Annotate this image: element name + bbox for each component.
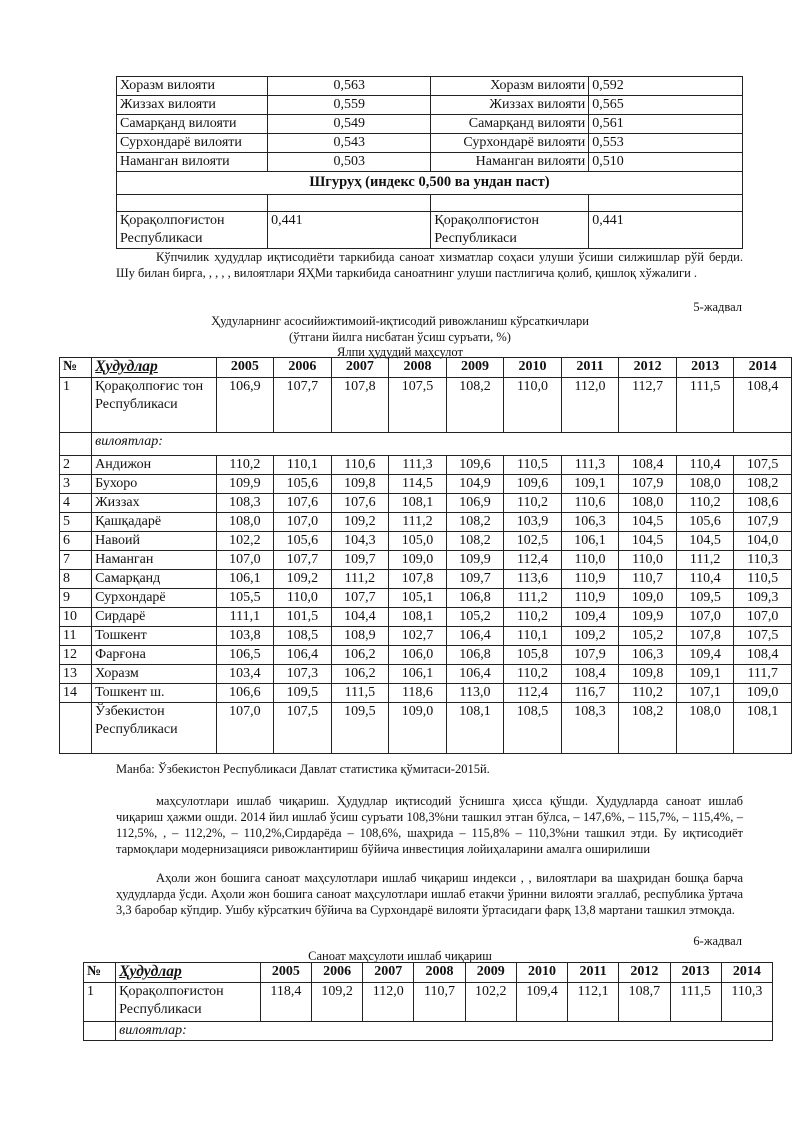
value-cell: 109,4 (516, 983, 567, 1022)
row-number-cell: 3 (60, 475, 92, 494)
value-cell: 105,0 (389, 532, 447, 551)
top-index-table (116, 76, 743, 249)
value-cell: 107,7 (274, 551, 332, 570)
value-cell: 112,0 (363, 983, 414, 1022)
table-row (117, 153, 743, 172)
subheader-row (60, 433, 792, 456)
value-cell: 102,7 (389, 627, 447, 646)
value-cell: 105,1 (389, 589, 447, 608)
paragraph-industrial-output: маҳсулотлари ишлаб чиқариш. Ҳудудлар иқтисодий ўснишга ҳисса қўшди. Ҳудудларда саноат ишлаб чиқариш ҳажми ошди. 2014 йил ишлаб ўсиш суръати 108,3%ни ташкил этган бўлса, – 147,6%, – 115,7%, – 115,4%, – 112,5%, , – 112,2%, – 110,2%,Сирдарёда – 108,6%, шаҳрида – 115,8% – 110,3%ни ташкил этди. Бу иқтисодиёт тармоқлари модернизацияси ривожлантириш бўйича инвестиция лойиҳаларини амалга оширилиши (116, 794, 743, 856)
table6-caption: Саноат маҳсулоти ишлаб чиқариш (308, 949, 492, 963)
value-cell: 104,5 (619, 513, 677, 532)
column-header-year: 2007 (363, 963, 414, 983)
value-cell: 108,2 (446, 532, 504, 551)
table-row (60, 494, 792, 513)
value-cell: 110,3 (734, 551, 792, 570)
value-cell: 110,2 (504, 665, 562, 684)
value-cell: 108,1 (446, 703, 504, 754)
region-name-cell: Жиззах (92, 494, 216, 513)
row-number-cell: 1 (60, 378, 92, 433)
index-value-cell: 0,441 (268, 212, 431, 249)
value-cell: 109,1 (561, 475, 619, 494)
row-number-cell: 10 (60, 608, 92, 627)
table-row (117, 77, 743, 96)
value-cell: 111,5 (331, 684, 389, 703)
row-number-cell: 13 (60, 665, 92, 684)
value-cell: 108,2 (446, 513, 504, 532)
value-cell: 111,3 (389, 456, 447, 475)
row-number-cell: 2 (60, 456, 92, 475)
value-cell: 107,6 (274, 494, 332, 513)
value-cell: 109,8 (331, 475, 389, 494)
value-cell: 107,7 (331, 589, 389, 608)
row-number-cell: 5 (60, 513, 92, 532)
value-cell: 102,5 (504, 532, 562, 551)
value-cell: 107,9 (561, 646, 619, 665)
value-cell: 108,5 (504, 703, 562, 754)
value-cell: 110,9 (561, 589, 619, 608)
value-cell: 107,7 (274, 378, 332, 433)
value-cell: 107,0 (734, 608, 792, 627)
table-row (60, 665, 792, 684)
value-cell: 110,0 (619, 551, 677, 570)
table6-body (84, 983, 773, 1041)
value-cell: 104,5 (619, 532, 677, 551)
index-value-cell: 0,503 (268, 153, 431, 172)
region-name-cell: Қорақолпоғистон Республикаси (431, 212, 589, 249)
value-cell: 107,9 (619, 475, 677, 494)
value-cell: 107,8 (389, 570, 447, 589)
index-value-cell: 0,559 (268, 96, 431, 115)
value-cell: 105,2 (446, 608, 504, 627)
column-header-year: 2008 (414, 963, 465, 983)
value-cell: 109,9 (216, 475, 274, 494)
column-header-year: 2013 (676, 358, 734, 378)
region-name-cell: Қорақолпоғистон Республикаси (117, 212, 268, 249)
region-name-cell: Сирдарё (92, 608, 216, 627)
value-cell: 105,8 (504, 646, 562, 665)
row-number-cell: 12 (60, 646, 92, 665)
table-row (60, 378, 792, 433)
value-cell: 108,5 (274, 627, 332, 646)
value-cell: 108,0 (216, 513, 274, 532)
column-header-year: 2010 (504, 358, 562, 378)
column-header-year: 2009 (465, 963, 516, 983)
value-cell: 105,5 (216, 589, 274, 608)
row-number-cell: 9 (60, 589, 92, 608)
table-row (117, 96, 743, 115)
table-row (60, 570, 792, 589)
row-number-cell: 8 (60, 570, 92, 589)
source-note: Манба: Ўзбекистон Республикаси Давлат статистика қўмитаси-2015й. (116, 762, 490, 776)
table-row (60, 513, 792, 532)
value-cell: 108,2 (619, 703, 677, 754)
region-name-cell: Қашқадарё (92, 513, 216, 532)
value-cell: 106,2 (331, 646, 389, 665)
row-number-cell (60, 703, 92, 754)
value-cell: 108,0 (676, 703, 734, 754)
region-name-cell: Жиззах вилояти (117, 96, 268, 115)
value-cell: 102,2 (216, 532, 274, 551)
value-cell: 110,2 (504, 608, 562, 627)
empty-cell (431, 195, 589, 212)
table6-header-row (84, 963, 773, 983)
column-header-year: 2014 (734, 358, 792, 378)
value-cell: 106,4 (446, 665, 504, 684)
value-cell: 111,3 (561, 456, 619, 475)
row-number-cell: 7 (60, 551, 92, 570)
value-cell: 107,3 (274, 665, 332, 684)
value-cell: 109,8 (619, 665, 677, 684)
paragraph-industry-share: Кўпчилик ҳудудлар иқтисодиёти таркибида саноат хизматлар соҳаси улуши ўсиши силжишлар рўй берди. Шу билан бирга, , , , , вилоятлари ЯҲМи таркибида саноатнинг улуши пастлигича қолиб, қишлоқ хўжалиги . (116, 250, 743, 280)
index-value-cell: 0,592 (589, 77, 743, 96)
region-name-cell: Навоий (92, 532, 216, 551)
value-cell: 104,5 (676, 532, 734, 551)
value-cell: 113,6 (504, 570, 562, 589)
empty-cell (84, 1022, 116, 1041)
value-cell: 108,4 (734, 646, 792, 665)
value-cell: 109,9 (619, 608, 677, 627)
index-value-cell: 0,549 (268, 115, 431, 134)
index-value-cell: 0,561 (589, 115, 743, 134)
value-cell: 107,0 (274, 513, 332, 532)
value-cell: 109,5 (274, 684, 332, 703)
value-cell: 110,4 (676, 570, 734, 589)
value-cell: 107,1 (676, 684, 734, 703)
value-cell: 109,1 (676, 665, 734, 684)
value-cell: 109,6 (446, 456, 504, 475)
value-cell: 109,5 (331, 703, 389, 754)
value-cell: 108,1 (389, 494, 447, 513)
value-cell: 107,5 (734, 456, 792, 475)
column-header-year: 2010 (516, 963, 567, 983)
value-cell: 110,2 (504, 494, 562, 513)
value-cell: 111,7 (734, 665, 792, 684)
index-value-cell: 0,565 (589, 96, 743, 115)
value-cell: 106,4 (446, 627, 504, 646)
value-cell: 110,3 (721, 983, 772, 1022)
column-header-number: № (84, 963, 116, 983)
value-cell: 116,7 (561, 684, 619, 703)
region-name-cell: Сурхондарё вилояти (431, 134, 589, 153)
value-cell: 109,2 (331, 513, 389, 532)
value-cell: 108,1 (734, 703, 792, 754)
value-cell: 110,4 (676, 456, 734, 475)
region-name-cell: Сурхондарё (92, 589, 216, 608)
column-header-year: 2006 (274, 358, 332, 378)
region-name-cell: Тошкент ш. (92, 684, 216, 703)
value-cell: 106,1 (389, 665, 447, 684)
value-cell: 108,4 (734, 378, 792, 433)
value-cell: 109,4 (676, 646, 734, 665)
column-header-year: 2012 (619, 358, 677, 378)
value-cell: 111,2 (504, 589, 562, 608)
subheader-row (84, 1022, 773, 1041)
column-header-year: 2008 (389, 358, 447, 378)
value-cell: 104,9 (446, 475, 504, 494)
value-cell: 111,1 (216, 608, 274, 627)
table-row (84, 983, 773, 1022)
value-cell: 108,6 (734, 494, 792, 513)
value-cell: 106,2 (331, 665, 389, 684)
table5-body (60, 378, 792, 754)
table-row (117, 212, 743, 249)
region-name-cell: Самарқанд вилояти (117, 115, 268, 134)
row-number-cell: 14 (60, 684, 92, 703)
value-cell: 109,3 (734, 589, 792, 608)
table-row (60, 703, 792, 754)
group-header-cell: Шгуруҳ (индекс 0,500 ва ундан паст) (117, 172, 743, 195)
table5-gdp-growth (59, 357, 792, 754)
value-cell: 106,8 (446, 646, 504, 665)
value-cell: 110,0 (561, 551, 619, 570)
column-header-year: 2005 (216, 358, 274, 378)
value-cell: 112,4 (504, 684, 562, 703)
empty-cell (117, 195, 268, 212)
value-cell: 109,2 (561, 627, 619, 646)
value-cell: 103,8 (216, 627, 274, 646)
column-header-year: 2011 (568, 963, 619, 983)
region-name-cell: Қорақолпоғистон Республикаси (116, 983, 261, 1022)
value-cell: 112,0 (561, 378, 619, 433)
table-row (60, 475, 792, 494)
value-cell: 107,0 (216, 703, 274, 754)
table-row (60, 456, 792, 475)
value-cell: 114,5 (389, 475, 447, 494)
paragraph-per-capita-index: Аҳоли жон бошига саноат маҳсулотлари ишлаб чиқариш индекси , , вилоятлари ва шаҳридан бошқа барча ҳудудларда ўсди. Аҳоли жон бошига саноат маҳсулотлари ишлаб етакчи ўринни вилояти эгаллаб, республика ўртача 3,3 баробар кўпдир. Ушбу кўрсаткич бўйича ва Сурхондарё вилояти ўртасидаги фарқ 13,8 мартани ташкил этмоқда. (116, 871, 743, 917)
value-cell: 105,6 (676, 513, 734, 532)
value-cell: 106,8 (446, 589, 504, 608)
value-cell: 111,5 (670, 983, 721, 1022)
value-cell: 108,4 (619, 456, 677, 475)
value-cell: 108,4 (561, 665, 619, 684)
value-cell: 109,0 (734, 684, 792, 703)
value-cell: 118,4 (260, 983, 311, 1022)
top-index-table-body (117, 77, 743, 249)
column-header-year: 2014 (721, 963, 772, 983)
column-header-year: 2005 (260, 963, 311, 983)
value-cell: 112,7 (619, 378, 677, 433)
value-cell: 110,9 (561, 570, 619, 589)
value-cell: 106,1 (561, 532, 619, 551)
value-cell: 111,2 (389, 513, 447, 532)
region-name-cell: Наманган вилояти (117, 153, 268, 172)
region-name-cell: Наманган вилояти (431, 153, 589, 172)
value-cell: 104,0 (734, 532, 792, 551)
column-header-year: 2007 (331, 358, 389, 378)
empty-cell (60, 433, 92, 456)
value-cell: 109,0 (389, 551, 447, 570)
value-cell: 109,7 (446, 570, 504, 589)
value-cell: 110,0 (274, 589, 332, 608)
table-row (60, 646, 792, 665)
index-value-cell: 0,441 (589, 212, 743, 249)
region-name-cell: Жиззах вилояти (431, 96, 589, 115)
value-cell: 109,4 (561, 608, 619, 627)
value-cell: 108,1 (389, 608, 447, 627)
value-cell: 110,6 (561, 494, 619, 513)
value-cell: 108,3 (561, 703, 619, 754)
value-cell: 106,6 (216, 684, 274, 703)
column-header-year: 2009 (446, 358, 504, 378)
index-value-cell: 0,510 (589, 153, 743, 172)
value-cell: 110,1 (504, 627, 562, 646)
value-cell: 106,5 (216, 646, 274, 665)
value-cell: 113,0 (446, 684, 504, 703)
region-name-cell: Қорақолпоғис тон Республикаси (92, 378, 216, 433)
table6-industrial-output (83, 962, 773, 1041)
index-value-cell: 0,563 (268, 77, 431, 96)
row-number-cell: 6 (60, 532, 92, 551)
value-cell: 106,9 (446, 494, 504, 513)
value-cell: 110,2 (619, 684, 677, 703)
column-header-year: 2013 (670, 963, 721, 983)
value-cell: 110,2 (216, 456, 274, 475)
value-cell: 107,5 (734, 627, 792, 646)
table-row (60, 627, 792, 646)
value-cell: 105,2 (619, 627, 677, 646)
region-name-cell: Хоразм вилояти (431, 77, 589, 96)
value-cell: 103,4 (216, 665, 274, 684)
table-row (60, 532, 792, 551)
row-number-cell: 4 (60, 494, 92, 513)
table5-caption-title: Ҳудуларнинг асосийижтимоий-иқтисодий ривожланиш кўрсаткичлари (211, 314, 589, 328)
value-cell: 105,6 (274, 475, 332, 494)
value-cell: 108,7 (619, 983, 670, 1022)
value-cell: 109,9 (446, 551, 504, 570)
value-cell: 107,8 (676, 627, 734, 646)
region-name-cell: Наманган (92, 551, 216, 570)
value-cell: 104,3 (331, 532, 389, 551)
value-cell: 110,5 (734, 570, 792, 589)
table5-caption-indicator: Ялпи ҳудудий маҳсулот (337, 345, 463, 359)
subheader-cell: вилоятлар: (116, 1022, 773, 1041)
value-cell: 108,9 (331, 627, 389, 646)
value-cell: 107,5 (389, 378, 447, 433)
value-cell: 110,0 (504, 378, 562, 433)
value-cell: 108,2 (734, 475, 792, 494)
table5-label: 5-жадвал (693, 300, 742, 314)
value-cell: 110,7 (619, 570, 677, 589)
value-cell: 109,0 (389, 703, 447, 754)
row-number-cell: 11 (60, 627, 92, 646)
value-cell: 112,1 (568, 983, 619, 1022)
column-header-number: № (60, 358, 92, 378)
value-cell: 106,9 (216, 378, 274, 433)
value-cell: 109,2 (311, 983, 362, 1022)
empty-cell (268, 195, 431, 212)
column-header-year: 2012 (619, 963, 670, 983)
value-cell: 108,0 (619, 494, 677, 513)
column-header-year: 2006 (311, 963, 362, 983)
region-name-cell: Хоразм вилояти (117, 77, 268, 96)
value-cell: 106,3 (561, 513, 619, 532)
value-cell: 104,4 (331, 608, 389, 627)
empty-cell (589, 195, 743, 212)
region-name-cell: Бухоро (92, 475, 216, 494)
value-cell: 109,5 (676, 589, 734, 608)
region-name-cell: Ўзбекистон Республикаси (92, 703, 216, 754)
table-row (60, 551, 792, 570)
value-cell: 109,0 (619, 589, 677, 608)
value-cell: 111,2 (331, 570, 389, 589)
value-cell: 107,9 (734, 513, 792, 532)
value-cell: 110,7 (414, 983, 465, 1022)
column-header-year: 2011 (561, 358, 619, 378)
table-row (60, 684, 792, 703)
value-cell: 107,0 (676, 608, 734, 627)
group-header-row (117, 172, 743, 195)
row-number-cell: 1 (84, 983, 116, 1022)
value-cell: 107,6 (331, 494, 389, 513)
region-name-cell: Самарқанд вилояти (431, 115, 589, 134)
value-cell: 108,2 (446, 378, 504, 433)
value-cell: 102,2 (465, 983, 516, 1022)
region-name-cell: Тошкент (92, 627, 216, 646)
table-row (60, 608, 792, 627)
value-cell: 108,0 (676, 475, 734, 494)
value-cell: 103,9 (504, 513, 562, 532)
value-cell: 110,5 (504, 456, 562, 475)
value-cell: 109,7 (331, 551, 389, 570)
table5-header-row (60, 358, 792, 378)
value-cell: 109,2 (274, 570, 332, 589)
subheader-cell: вилоятлар: (92, 433, 792, 456)
value-cell: 105,6 (274, 532, 332, 551)
region-name-cell: Сурхондарё вилояти (117, 134, 268, 153)
value-cell: 107,5 (274, 703, 332, 754)
column-header-regions: Ҳудудлар (116, 963, 261, 983)
value-cell: 106,0 (389, 646, 447, 665)
value-cell: 106,4 (274, 646, 332, 665)
index-value-cell: 0,553 (589, 134, 743, 153)
spacer-row (117, 195, 743, 212)
table6-label: 6-жадвал (693, 934, 742, 948)
value-cell: 112,4 (504, 551, 562, 570)
region-name-cell: Хоразм (92, 665, 216, 684)
index-value-cell: 0,543 (268, 134, 431, 153)
column-header-regions: Ҳудудлар (92, 358, 216, 378)
region-name-cell: Андижон (92, 456, 216, 475)
value-cell: 108,3 (216, 494, 274, 513)
table-row (60, 589, 792, 608)
value-cell: 106,3 (619, 646, 677, 665)
table5-caption-subtitle: (ўтгани йилга нисбатан ўсиш суръати, %) (289, 330, 511, 344)
value-cell: 109,6 (504, 475, 562, 494)
value-cell: 111,2 (676, 551, 734, 570)
value-cell: 107,0 (216, 551, 274, 570)
value-cell: 111,5 (676, 378, 734, 433)
table-row (117, 134, 743, 153)
value-cell: 106,1 (216, 570, 274, 589)
value-cell: 118,6 (389, 684, 447, 703)
table-row (117, 115, 743, 134)
value-cell: 101,5 (274, 608, 332, 627)
value-cell: 110,6 (331, 456, 389, 475)
region-name-cell: Самарқанд (92, 570, 216, 589)
region-name-cell: Фарғона (92, 646, 216, 665)
value-cell: 110,1 (274, 456, 332, 475)
value-cell: 110,2 (676, 494, 734, 513)
value-cell: 107,8 (331, 378, 389, 433)
